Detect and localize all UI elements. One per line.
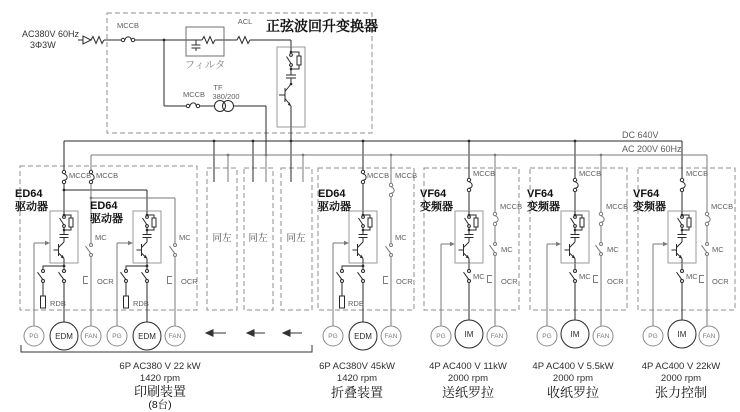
junction-dot — [146, 265, 149, 268]
converter-title: 正弦波回升变换器 — [266, 18, 378, 34]
group-name: 折叠装置 — [330, 385, 384, 400]
motor-label-fan: FAN — [490, 333, 504, 340]
transformer-symbol — [223, 101, 234, 112]
mc-contactor-symbol — [86, 244, 93, 257]
label-mccb: MCCB — [69, 171, 92, 180]
group-spec: 6P AC380 V 22 kW — [119, 361, 201, 372]
label-mccb: MCCB — [579, 169, 602, 178]
label-mccb: MCCB — [500, 202, 523, 211]
drive-type-label: VF64 — [527, 188, 554, 200]
ac-bus-label: AC 200V 60Hz — [622, 144, 682, 154]
dashed-group-boxes — [20, 13, 735, 310]
label-ocr: OCR — [97, 277, 114, 286]
mc-contactor-symbol — [702, 243, 709, 256]
label-ocr: OCR — [181, 277, 198, 286]
label-mccb: MCCB — [367, 171, 390, 180]
pg-arrowhead — [663, 242, 668, 247]
source-arrow-icon — [83, 36, 91, 44]
group-qty: (8台) — [148, 399, 172, 411]
mccb-symbol — [62, 170, 67, 183]
group-name: 送纸罗拉 — [441, 385, 495, 400]
rdb-contactor-symbol — [121, 270, 128, 283]
inverter-block — [668, 211, 696, 263]
drive-type-label: 驱动器 — [90, 213, 123, 225]
motor-label-pg: PG — [112, 333, 122, 340]
vf64-units — [420, 169, 733, 348]
mc-contactor-symbol — [170, 244, 177, 257]
junction-dot — [63, 265, 66, 268]
contactor-symbol — [358, 270, 365, 283]
label-mc: MC — [712, 245, 724, 254]
label-mccb: MCCB — [182, 90, 206, 99]
label-mccb: MCCB — [711, 202, 734, 211]
inverter-block — [133, 211, 161, 263]
group-spec: 4P AC400 V 5.5kW — [532, 361, 614, 372]
drive-type-label: 变频器 — [527, 201, 560, 213]
acl-inductor — [237, 37, 250, 44]
junction-dot — [362, 265, 365, 268]
motor-label-fan: FAN — [702, 333, 716, 340]
label-mc: MC — [579, 272, 591, 281]
label-acl: ACL — [237, 17, 253, 26]
mccb-symbol — [467, 178, 472, 191]
junction-dot — [90, 197, 93, 200]
label-mc: MC — [607, 245, 619, 254]
drive-type-label: 变频器 — [633, 201, 666, 213]
source-label-2: 3Φ3W — [30, 40, 56, 50]
converter-block — [277, 47, 305, 127]
ocr-symbol — [594, 272, 602, 286]
label-mccb: MCCB — [473, 169, 496, 178]
group-name: 印刷装置 — [133, 384, 187, 399]
group-rpm: 1420 rpm — [336, 373, 378, 384]
label-ocr: OCR — [712, 277, 729, 286]
drive-type-label: VF64 — [420, 188, 447, 200]
surge-zigzag — [91, 37, 104, 44]
bottom-labels — [21, 345, 720, 411]
group-spec: 6P AC380V 45kW — [319, 361, 395, 372]
mc-contactor-symbol — [596, 243, 603, 256]
contactor-symbol — [142, 270, 149, 283]
mccb-symbol — [493, 212, 498, 225]
motor-label-fan: FAN — [384, 333, 398, 340]
group-name: 张力控制 — [654, 385, 708, 400]
label-mccb: MCCB — [96, 171, 119, 180]
motor-label-edm: EDM — [55, 332, 73, 341]
label-filter: フィルタ — [184, 59, 226, 71]
mccb-symbol — [121, 37, 134, 42]
label-rdb: RDB — [348, 299, 364, 308]
drive-type-label: VF64 — [633, 188, 660, 200]
mccb-symbol — [361, 170, 366, 183]
motor-label-pg: PG — [29, 333, 39, 340]
label-rdb: RDB — [133, 299, 149, 308]
group-rpm: 1420 rpm — [139, 373, 181, 384]
mc-contactor-symbol — [677, 270, 684, 283]
motor-label-edm: EDM — [354, 332, 372, 341]
group-rpm: 2000 rpm — [660, 373, 702, 384]
same-as-left-arrows — [206, 330, 302, 336]
motor-label-pg: PG — [648, 333, 658, 340]
mccb-symbol — [186, 103, 199, 108]
label-mc: MC — [501, 245, 513, 254]
mc-contactor-symbol — [464, 270, 471, 283]
same-as-left-label: 同左 — [212, 233, 232, 244]
pg-arrowhead — [128, 241, 133, 246]
label-mccb: MCCB — [686, 169, 709, 178]
mccb-symbol — [680, 178, 685, 191]
junction-dot — [163, 39, 166, 42]
label-ocr: OCR — [607, 277, 624, 286]
folding-unit — [318, 170, 417, 350]
pg-arrowhead — [556, 242, 561, 247]
same-as-left-label: 同左 — [286, 233, 306, 244]
pg-arrowhead — [45, 241, 50, 246]
drive-type-label: ED64 — [90, 200, 118, 212]
mc-contactor-symbol — [490, 243, 497, 256]
rdb-resistor — [124, 296, 129, 308]
rdb-resistor — [41, 296, 46, 308]
label-mccb: MCCB — [606, 202, 629, 211]
ocr-symbol — [488, 272, 496, 286]
junction-dot — [63, 189, 66, 192]
motor-label-fan: FAN — [84, 333, 98, 340]
motor-label-edm: EDM — [138, 332, 156, 341]
rdb-contactor-symbol — [38, 270, 45, 283]
contactor-symbol — [59, 270, 66, 283]
dc-bus-label: DC 640V — [622, 130, 659, 140]
pg-arrowhead — [344, 241, 349, 246]
label-mc: MC — [473, 272, 485, 281]
inverter-block — [561, 211, 589, 263]
mccb-symbol — [599, 212, 604, 225]
mc-contactor-symbol — [570, 270, 577, 283]
motor-label-im: IM — [464, 330, 474, 339]
filter-box — [186, 27, 224, 56]
rdb-contactor-symbol — [337, 270, 344, 283]
drive-type-label: 驱动器 — [318, 201, 351, 213]
drive-type-label: ED64 — [15, 188, 43, 200]
label-rdb: RDB — [50, 299, 66, 308]
label-ocr: OCR — [396, 277, 413, 286]
label-mc: MC — [179, 233, 191, 242]
rdb-resistor — [340, 296, 345, 308]
label-mccb: MCCB — [395, 171, 418, 180]
mc-contactor-symbol — [386, 244, 393, 257]
motor-label-im: IM — [677, 330, 687, 339]
group-rpm: 2000 rpm — [552, 373, 594, 384]
ocr-symbol — [384, 273, 392, 287]
motor-label-fan: FAN — [168, 333, 182, 340]
mccb-symbol — [389, 183, 394, 196]
drive-type-label: 变频器 — [420, 201, 453, 213]
inverter-block — [50, 211, 78, 263]
drive-type-label: ED64 — [318, 188, 346, 200]
motor-label-im: IM — [570, 330, 580, 339]
ocr-symbol — [700, 272, 708, 286]
motor-label-pg: PG — [542, 333, 552, 340]
ocr-symbol — [84, 273, 92, 287]
motor-label-fan: FAN — [596, 333, 610, 340]
printing-unit — [15, 170, 198, 350]
label-mccb: MCCB — [116, 21, 140, 30]
mccb-symbol — [573, 178, 578, 191]
label-tf-ratio: 380/200 — [212, 92, 240, 101]
converter-section — [22, 17, 378, 155]
mccb-symbol — [705, 212, 710, 225]
group-rpm: 2000 rpm — [447, 373, 489, 384]
filter-inductor — [202, 37, 215, 44]
label-ocr: OCR — [501, 277, 518, 286]
group-name: 收纸罗拉 — [546, 385, 600, 400]
group-spec: 4P AC400 V 11kW — [429, 361, 507, 372]
ocr-symbol — [168, 273, 176, 287]
printing-drives-box — [20, 166, 197, 310]
inverter-block — [349, 211, 377, 263]
motor-label-pg: PG — [328, 333, 338, 340]
source-label-1: AC380V 60Hz — [22, 29, 80, 39]
inverter-block — [455, 211, 483, 263]
label-mc: MC — [95, 233, 107, 242]
group-spec: 4P AC400 V 22kW — [641, 361, 721, 372]
pg-arrowhead — [450, 242, 455, 247]
label-mc: MC — [395, 233, 407, 242]
motor-label-pg: PG — [436, 333, 446, 340]
label-mc: MC — [686, 272, 698, 281]
same-as-left-units — [206, 232, 306, 336]
drive-type-label: 驱动器 — [15, 201, 48, 213]
same-as-left-label: 同左 — [248, 233, 268, 244]
label-tf: TF — [213, 83, 223, 92]
